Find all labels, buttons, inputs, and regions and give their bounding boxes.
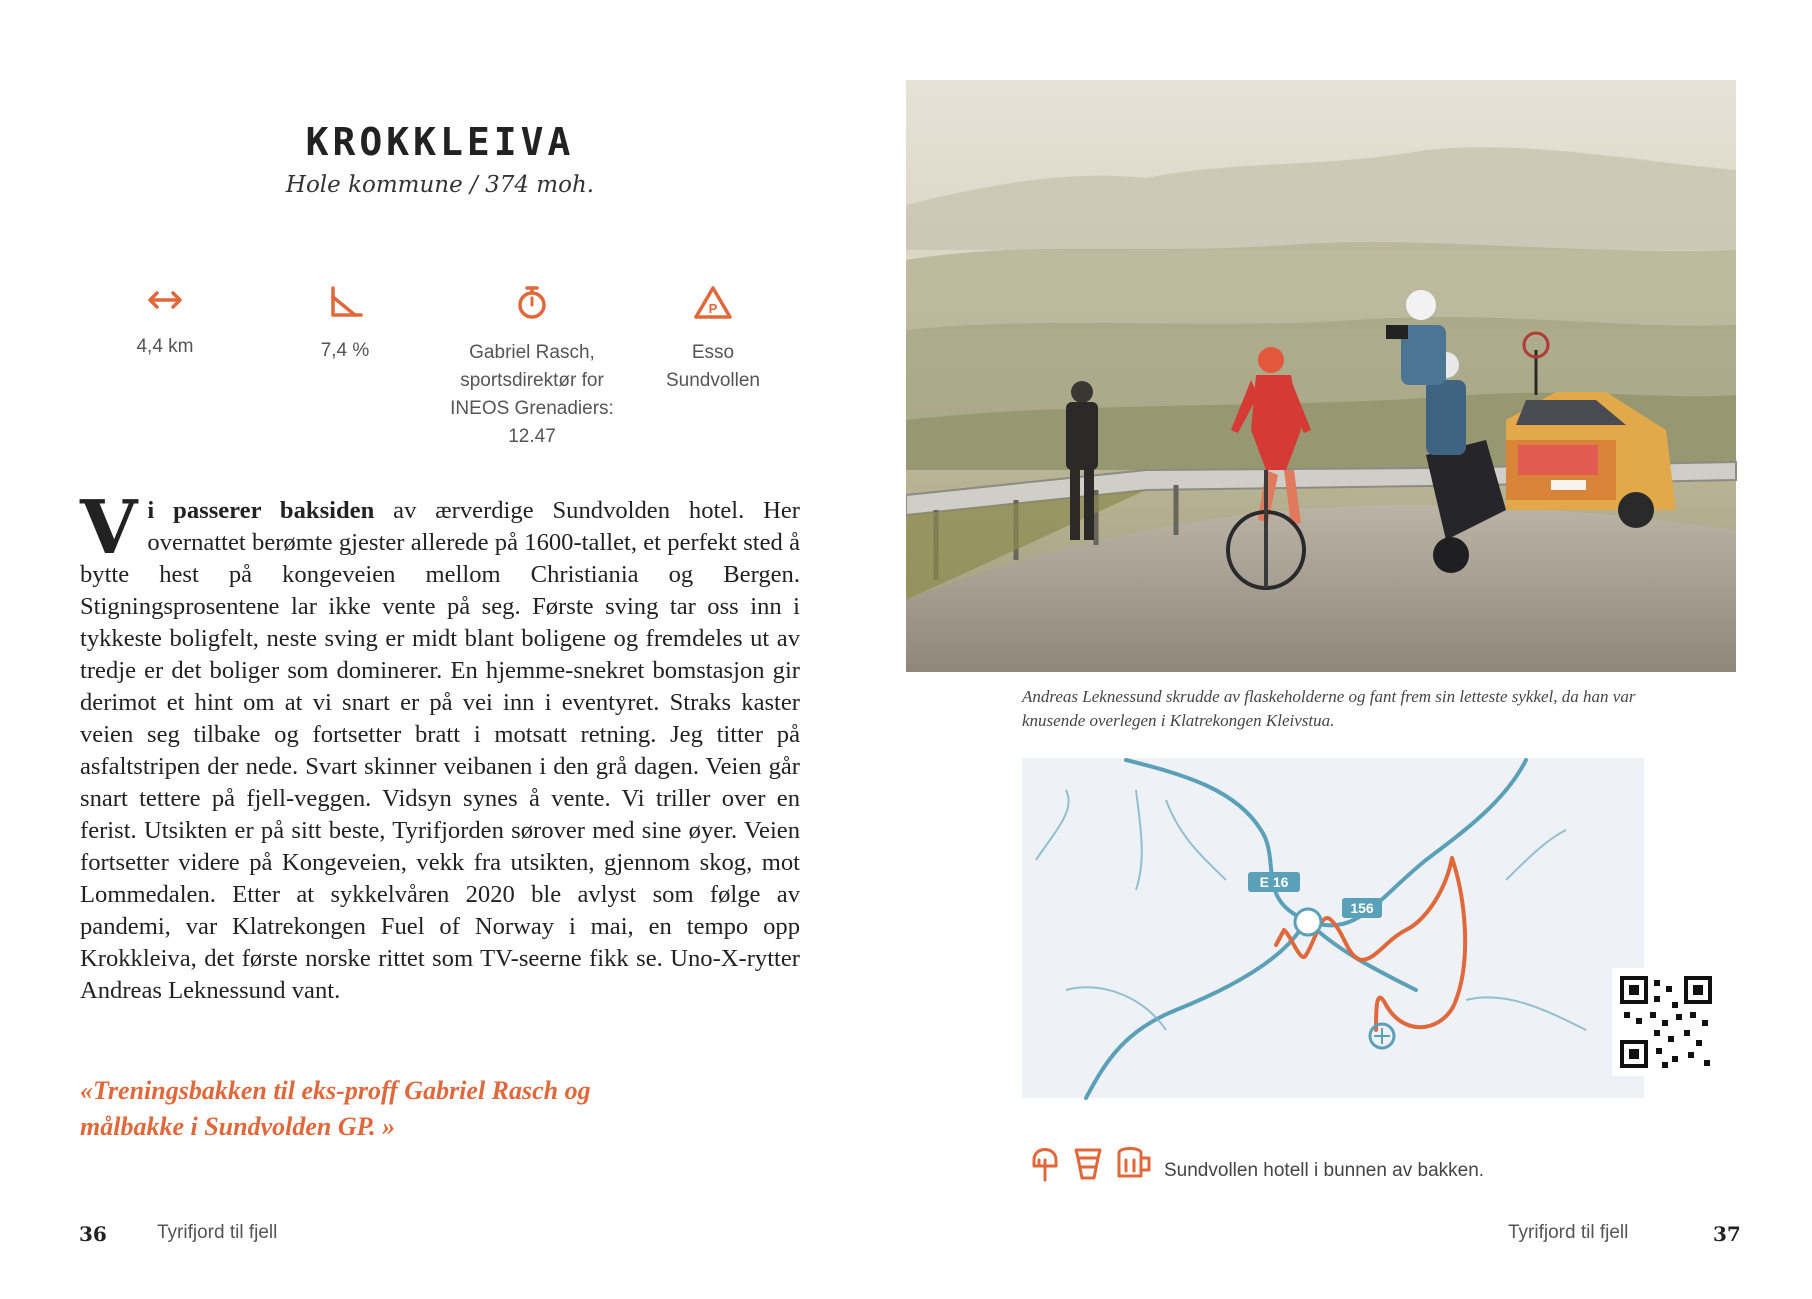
page-title: KROKKLEIVA xyxy=(305,120,575,164)
stat-parking xyxy=(613,285,813,395)
beer-mug-icon xyxy=(1119,1149,1149,1177)
amenities-description: Sundvollen hotell i bunnen av bakken. xyxy=(1164,1160,1485,1181)
stat-gradient xyxy=(245,285,445,365)
page-subtitle: Hole kommune / 374 moh. xyxy=(285,172,595,198)
right-page xyxy=(906,0,1812,1299)
stat-record xyxy=(432,285,632,451)
svg-text:P: P xyxy=(708,301,718,316)
running-head-left: Tyrifjord til fjell xyxy=(157,1222,278,1243)
body-paragraph: av ærverdige Sundvolden hotel. Her overnattet berømte gjester allerede på 1600-tallet, et perfekt sted å bytte hest på kongeveien mellom Christiania og Bergen. Stigningsprosentene lar ikke vente på seg. Første sving tar oss inn i tykkeste boligfelt, neste sving er midt blant boligene og fremdeles ut av tredje er det boliger som dominerer. En hjemme-snekret bomstasjon gir derimot et hint om at vi snart er på vei inn i eventyret. Straks kaster veien seg tilbake og fortsetter bratt i motsatt retning. Jeg titter på asfaltstripen der nede. Svart skinner veibanen i den grå dagen. Veien går snart tettere på fjell-veggen. Vidsyn synes å vente. Vi triller over en ferist. Utsikten er på sitt beste, Tyrifjorden sørover med sine øyer. Veien fortsetter videre på Kongeveien, vekk fra utsikten, gjennom skog, mot Lommedalen. Etter at sykkelvåren 2020 ble avlyst som følge av pandemi, var Klatrekongen Fuel of Norway i mai, en tempo opp Krokkleiva, det første norske rittet som TV-seerne fikk se. Uno-X-rytter Andreas Leknessund vant. xyxy=(80,497,800,1004)
road-label-156: 156 xyxy=(1350,900,1374,916)
coffee-cup-icon xyxy=(1076,1150,1100,1178)
article-body xyxy=(80,485,800,1007)
ice-cream-icon xyxy=(1034,1150,1056,1181)
gradient-slope-icon xyxy=(325,285,365,319)
road-label-e16: E 16 xyxy=(1259,874,1289,890)
page-number-right: 37 xyxy=(1713,1222,1741,1246)
drop-cap: V xyxy=(80,485,138,571)
amenities-icons xyxy=(906,0,1812,1299)
stopwatch-icon xyxy=(512,285,552,321)
stat-distance xyxy=(65,285,265,361)
stat-record-value: Gabriel Rasch, sportsdirektør for INEOS Grenadiers: 12.47 xyxy=(450,342,614,447)
page-number-left: 36 xyxy=(79,1222,107,1246)
parking-icon xyxy=(693,285,733,321)
stat-gradient-value: 7,4 % xyxy=(320,340,370,361)
photo-caption: Andreas Leknessund skrudde av flaskeholderne og fant frem sin letteste sykkel, da han var knusende overlegen i Klatrekongen Kleivstua. xyxy=(1022,687,1636,730)
pull-quote: «Treningsbakken til eks-proff Gabriel Rasch og målbakke i Sundvolden GP. » xyxy=(80,1076,591,1141)
distance-arrows-icon xyxy=(145,285,185,315)
lead-in: i passerer baksiden xyxy=(147,497,375,524)
stat-parking-value: Esso Sundvollen xyxy=(665,342,761,391)
running-head-right: Tyrifjord til fjell xyxy=(1508,1222,1629,1243)
stat-distance-value: 4,4 km xyxy=(136,336,194,357)
